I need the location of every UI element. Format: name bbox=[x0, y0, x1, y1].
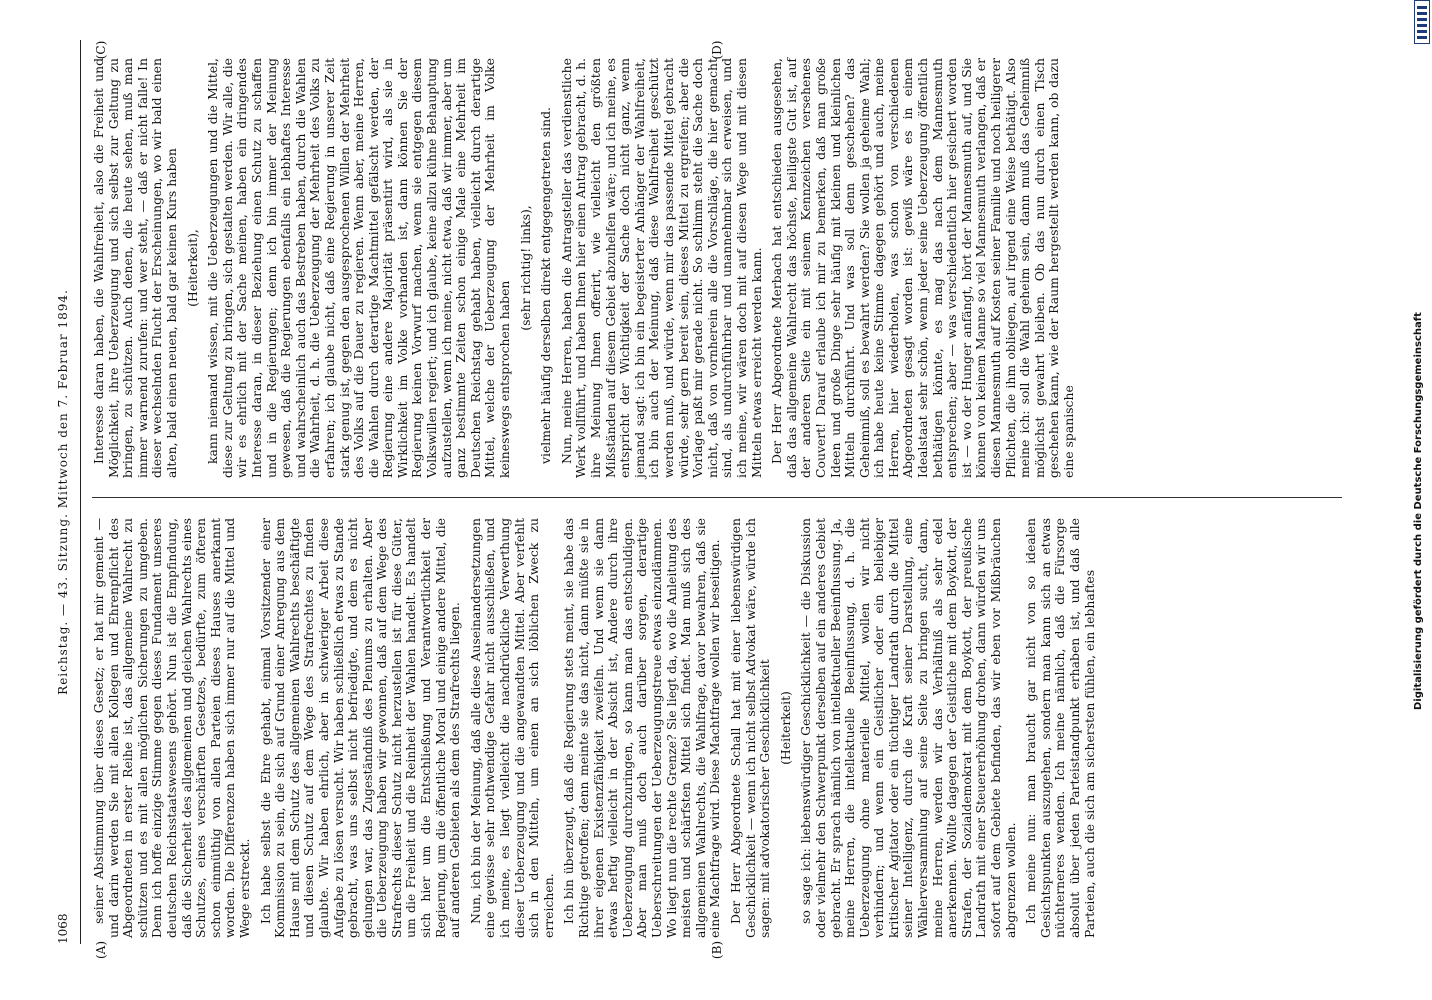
paragraph: Nun, meine Herren, haben die Antragsteller das verdienstliche Werk vollführt, und haben Ihnen hier einen Antrag gebracht, d. h. ihre Meinung Ihnen offerirt, wie vielleicht den größten Mißständen auf diesem Gebiet abzuhelfen wäre; und ich meine, es entspricht der Wichtigkeit der Sache doch nicht ganz, wenn jemand sagt: ich bin ein begeisterter Anhänger der Wahlfreiheit, ich bin auch der Meinung, daß diese Wahlfreiheit geschützt werden muß, und würde, wenn mir das passende Mittel gebracht würde, sehr gern bereit sein, dieses Mittel zu ergreifen; aber die Vorlage paßt mir gerade nicht. So schlimm steht die Sache doch nicht, daß von vornherein alle die Vorschläge, die hier gemacht sind, als undurchführbar und unannehmbar sich erweisen, und ich meine, wir wären doch mit auf diesen Wege und mit diesen Mitteln etwas erreicht werden kann. bbox=[558, 58, 764, 478]
page-header bbox=[56, 40, 76, 944]
page-number: 1068 bbox=[56, 913, 70, 944]
paragraph: Ich bin überzeugt, daß die Regierung stets meint, sie habe das Richtige getroffen; denn meinte sie das nicht, dann müßte sie in ihrer eigenen Existenzfähigkeit zweifeln. Und wenn sie dann etwas heftig vielleicht in der Absicht ist, Andere durch ihre Ueberzeugung durchzuringen, so kann man das entschuldigen. Aber man muß doch auch darüber sorgen, derartige Ueberschreitungen der Ueberzeugungstreue etwas einzudämmen. Wo liegt nun die rechte Grenze? Sie liegt da, wo die Anleitung des meisten und schärfsten Mittel sich findet. Man muß sich des allgemeinen Wahlrechts, die Wahlfrage, davor bewahren, daß sie eine Machtfrage wird. Diese Machtfrage wollen wir beseitigen. bbox=[561, 518, 723, 938]
paragraph: seiner Abstimmung über dieses Gesetz; er hat mir gemeint — und darin werden Sie mit allen Kollegen und Ehrenpflicht des Abgeordneten in erster Reihe ist, das allgemeine Wahlrecht zu schützen und es mit allen möglichen Sicherungen zu umgeben. Denn ich hoffe einzige Stimme gegen dieses Fundament unseres deutschen Reichsstaatswesens gehört. Nun ist die Empfindung, daß die Sicherheit des allgemeinen und gleichen Wahlrechts eines Schutzes, eines verschärften Gesetzes, bedürfte, zum öfteren schon einmüthig von allen Parteien dieses Hauses anerkannt worden. Die Differenzen haben sich immer nur auf die Mittel und Wege erstreckt. bbox=[91, 518, 252, 938]
dfg-logo bbox=[1414, 0, 1430, 44]
dfg-logo-mark bbox=[1417, 5, 1427, 39]
digitization-sidebar bbox=[1408, 0, 1430, 1000]
interjection: (Heiterkeit), bbox=[184, 229, 200, 307]
header-rule bbox=[80, 40, 81, 944]
paragraph: Ich meine nun: man braucht gar nicht von so idealen Gesichtspunkten auszugehen, sondern man kann sich an etwas nüchterneres wenden. Ich meine nämlich, daß die Fürsorge absolut über jeden Parteistandpunkt erhaben ist, und daß alle Parteien, auch die sich am sichersten fühlen, ein lebhaftes bbox=[1023, 518, 1097, 938]
paragraph: kann niemand wissen, mit die Ueberzeugungen und die Mittel, diese zur Geltung zu bringen, sich gestalten werden. Wir alle, die wir es ehrlich mit der Sache meinen, haben ein dringendes Interesse daran, in dieser Beziehung einen Schutz zu schaffen und in die Regierungen; denn ich bin immer der Meinung gewesen, daß die Regierungen ebenfalls ein lebhaftes Interesse und wahrscheinlich auch das Bestreben haben, durch die Wahlen die Wahrheit, d. h. die Ueberzeugung der Mehrheit des Volks zu erfahren; ich glaube nicht, daß eine Regierung in unserer Zeit stark genug ist, gegen den ausgesprochenen Willen der Mehrheit des Volks auf die Dauer zu regieren. Wenn aber, meine Herren, die Wahlen durch derartige Machtmittel gefälscht werden, der Regierung eine andere Majorität präsentirt wird, als sie in Wirklichkeit im Volke vorhanden ist, dann können Sie der Regierung keinen Vorwurf machen, wenn sie entgegen diesem Volkswillen regiert; und ich glaube, keine allzu kühne Behauptung aufzustellen, wenn ich meine, nicht etwa, daß wir immer, aber um ganz bestimmte Zeiten schon einige Male eine Mehrheit im Deutschen Reichstag gehabt haben, vielleicht durch derartige Mittel, welche der Ueberzeugung der Mehrheit im Volke keineswegs entsprochen haben bbox=[205, 58, 513, 478]
margin-letter-b: (B) bbox=[710, 940, 724, 960]
running-head: Reichstag. — 43. Sitzung. Mittwoch den 7. Februar 1894. bbox=[56, 289, 70, 695]
right-column bbox=[92, 58, 1083, 478]
margin-letter-d: (D) bbox=[710, 40, 724, 60]
interjection: (sehr richtig! links), bbox=[517, 205, 533, 331]
paragraph: Nun, ich bin der Meinung, daß alle diese Auseinandersetzungen eine gewisse sehr nothwendige Gefahr nicht ausschließen, und ich meine, es liegt vielleicht die nachdrückliche Verwerthung dieser Ueberzeugung und die angewandten Mittel. Aber verfehlt sich in den Mitteln, um einen an sich löblichen Zweck zu erreichen. bbox=[467, 518, 556, 938]
dfg-credit-text: Digitalisierung gefördert durch die Deutsche Forschungsgemeinschaft bbox=[1413, 312, 1424, 710]
interjection: (Heiterkeit) bbox=[777, 691, 793, 765]
paragraph: vielmehr häufig derselben direkt entgegengetreten sind. bbox=[538, 107, 554, 464]
column-divider bbox=[92, 497, 1342, 498]
paragraph: Interesse daran haben, die Wahlfreiheit, also die Freiheit und Möglichkeit, ihre Ueberzeugung und sich selbst zur Geltung zu bringen, zu schützen. Auch denen, die heute sehen, muß man immer warnend zurufen: und wer steht, — daß er nicht falle! In dieser wechselnden Flucht der Erscheinungen, wo wir bald einen alten, bald einen neuen, bald gar keinen Kurs haben bbox=[91, 58, 179, 478]
left-column bbox=[92, 518, 1103, 938]
paragraph: so sage ich: liebenswürdiger Geschicklichkeit — die Diskussion oder vielmehr den Schwerpunkt derselben auf ein anderes Gebiet gebracht. Er sprach nämlich von intellektueller Beeinflussung. Ja, meine Herren, die intellektuelle Beeinflussung, d. h. die Ueberzeugung ohne materielle Mittel, wollen wir nicht verhindern; und wenn ein Geistlicher oder ein beliebiger kritischer Agitator oder ein tüchtiger Landrath durch die Mittel seiner Intelligenz, durch die Kraft seiner Darstellung, eine Wählerversammlung auf seine Seite zu bringen sucht, dann, meine Herren, werden wir das Verhältniß als sehr edel anerkennen. Wollte dagegen der Geistliche mit dem Boykott, der Strafen, der Sozialdemokrat mit dem Boykott, der preußische Landrath mit einer Steuererhöhung drohen, dann würden wir uns sofort auf dem Gebiete befinden, das wir eben vor Mißbräuchen abgrenzen wollen. bbox=[798, 518, 1018, 938]
paragraph: Der Herr Abgeordnete Merbach hat entschieden ausgesehen, daß das allgemeine Wahlrecht das höchste, heiligste Gut ist, auf der anderen Seite ein mit seinem Kennzeichen versehenes Couvert! Darauf erlaube ich mir zu bemerken, daß man große Ideen und große Dinge sehr häufig mit kleinen und kleinlichen Mitteln durchführt. Und was soll denn geschehen? das Geheimniß, soll es bewahrt werden? Sie wollen ja geheime Wahl; ich habe heute keine Stimme dagegen gehört und auch, meine Herren, hier wiederholen, was schon von verschiedenen Abgeordneten gesagt worden ist: gewiß wäre es in einem Idealstaat sehr schön, wenn jeder seine Ueberzeugung öffentlich bethätigen könnte, es mag das nach dem Mannesmuth entsprechen; aber — was verschiedentlich hier gesichert worden ist — wo der Hunger anfängt, hört der Mannesmuth auf, und Sie können von keinem Manne so viel Mannesmuth verlangen, daß er diesen Mannesmuth auf Kosten seiner Familie und noch heiligerer Pflichten, die ihm obliegen, auf irgend eine Weise bethätigt. Also meine ich: soll die Wahl geheim sein, dann muß das Geheimniß möglichst gewahrt bleiben. Ob das nun durch einen Tisch geschehen kann, wie der Raum hergestellt werden kann, ob dazu eine spanische bbox=[769, 58, 1076, 478]
margin-letter-c: (C) bbox=[94, 40, 108, 60]
paragraph: Der Herr Abgeordnete Schall hat mit einer liebenswürdigen Geschicklichkeit — wenn ich nicht selbst Advokat wäre, würde ich sagen: mit advokatorischer Geschicklichkeit bbox=[727, 518, 773, 938]
margin-letter-a: (A) bbox=[94, 940, 108, 960]
paragraph: Ich habe selbst die Ehre gehabt, einmal Vorsitzender einer Kommission zu sein, die sich auf Grund einer Anregung aus dem Hause mit dem Schutz des allgemeinen Wahlrechts beschäftigte und diesen Schutz auf dem Wege des Strafrechtes zu finden glaubte. Wir haben ehrlich, aber in schwieriger Arbeit diese Aufgabe zu lösen versucht. Wir haben schließlich etwas zu Stande gebracht, was uns selbst nicht befriedigte, und dem es nicht gelungen war, das Zugeständniß des Plenums zu erhalten. Aber die Ueberzeugung haben wir gewonnen, daß auf dem Wege des Strafrechts dieser Schutz nicht herzustellen ist für diese Güter, um die Freiheit und die Reinheit der Wahlen handelt. Es handelt sich hier um die Entschließung und Verantwortlichkeit der Regierung, um die öffentliche Moral und einige andere Mittel, die auf anderen Gebieten als dem des Strafrechts liegen. bbox=[257, 518, 463, 938]
